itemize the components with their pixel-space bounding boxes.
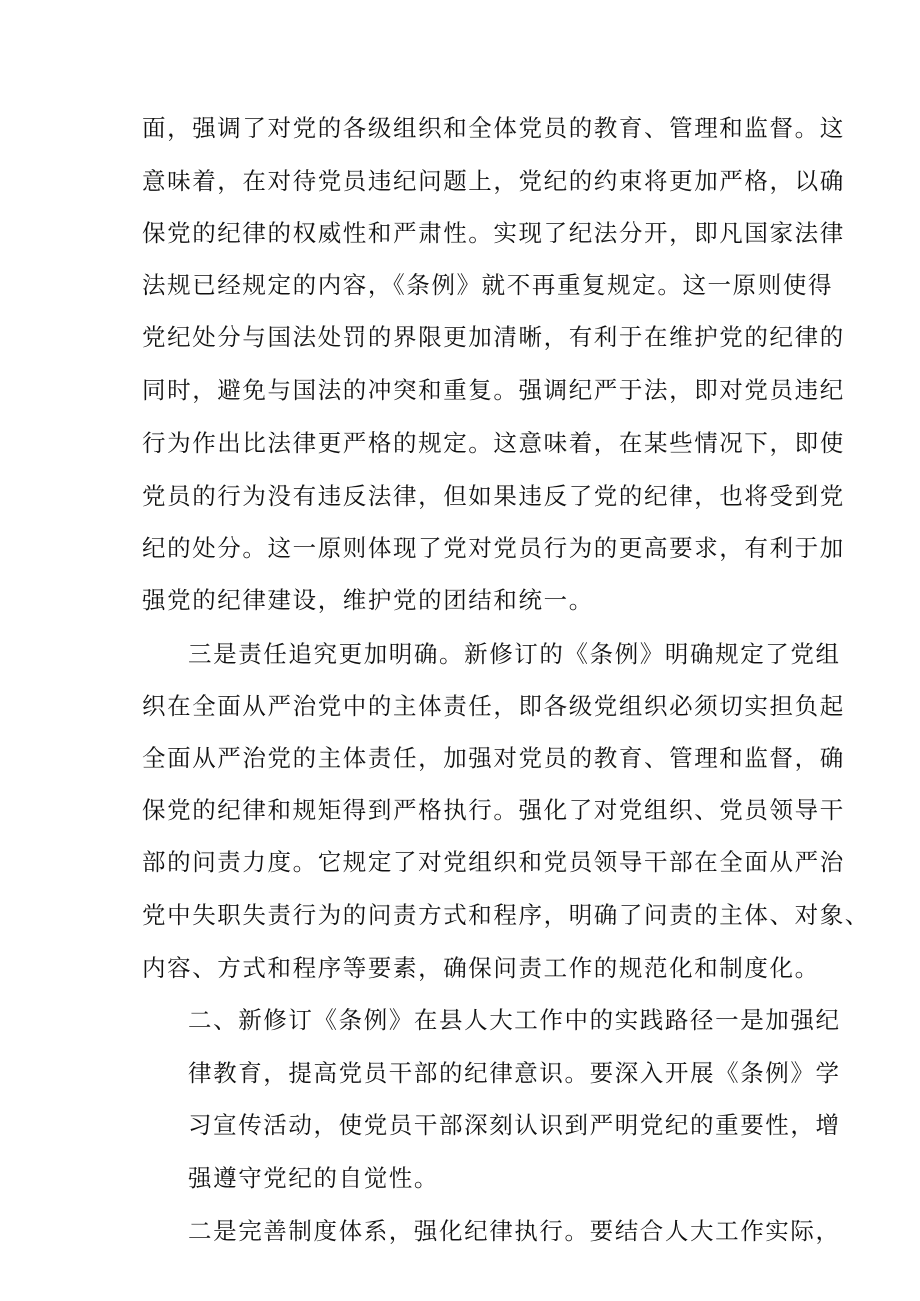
text-line: 纪的处分。这一原则体现了党对党员行为的更高要求，有利于加 <box>142 534 845 562</box>
paragraph-start-line: 二是完善制度体系，强化纪律执行。要结合人大工作实际， <box>188 1217 841 1245</box>
text-line: 行为作出比法律更严格的规定。这意味着，在某些情况下，即使 <box>142 429 845 457</box>
text-line: 党纪处分与国法处罚的界限更加清晰，有利于在维护党的纪律的 <box>142 323 845 351</box>
section-heading-line: 二、新修订《条例》在县人大工作中的实践路径一是加强纪 <box>188 1006 841 1034</box>
text-line: 保党的纪律和规矩得到严格执行。强化了对党组织、党员领导干 <box>142 796 845 824</box>
text-line: 法规已经规定的内容，《条例》就不再重复规定。这一原则使得 <box>142 271 834 299</box>
text-line: 党中失职失责行为的问责方式和程序，明确了问责的主体、对象、 <box>142 901 870 929</box>
text-line: 织在全面从严治党中的主体责任，即各级党组织必须切实担负起 <box>142 692 845 720</box>
text-line: 内容、方式和程序等要素，确保问责工作的规范化和制度化。 <box>142 954 820 982</box>
text-line: 党员的行为没有违反法律，但如果违反了党的纪律，也将受到党 <box>142 482 845 510</box>
text-line: 意味着，在对待党员违纪问题上，党纪的约束将更加严格，以确 <box>142 167 845 195</box>
text-line: 面，强调了对党的各级组织和全体党员的教育、管理和监督。这 <box>142 114 845 142</box>
text-line: 强党的纪律建设，维护党的团结和统一。 <box>142 586 594 614</box>
text-line: 同时，避免与国法的冲突和重复。强调纪严于法，即对党员违纪 <box>142 376 845 404</box>
text-line: 保党的纪律的权威性和严肃性。实现了纪法分开，即凡国家法律 <box>142 219 845 247</box>
text-line: 律教育，提高党员干部的纪律意识。要深入开展《条例》学 <box>188 1059 841 1087</box>
text-line: 全面从严治党的主体责任，加强对党员的教育、管理和监督，确 <box>142 744 845 772</box>
text-line: 部的问责力度。它规定了对党组织和党员领导干部在全面从严治 <box>142 848 845 876</box>
paragraph-start-line: 三是责任追究更加明确。新修订的《条例》明确规定了党组 <box>188 640 841 668</box>
text-line: 强遵守党纪的自觉性。 <box>188 1164 439 1192</box>
text-line: 习宣传活动，使党员干部深刻认识到严明党纪的重要性，增 <box>188 1111 841 1139</box>
